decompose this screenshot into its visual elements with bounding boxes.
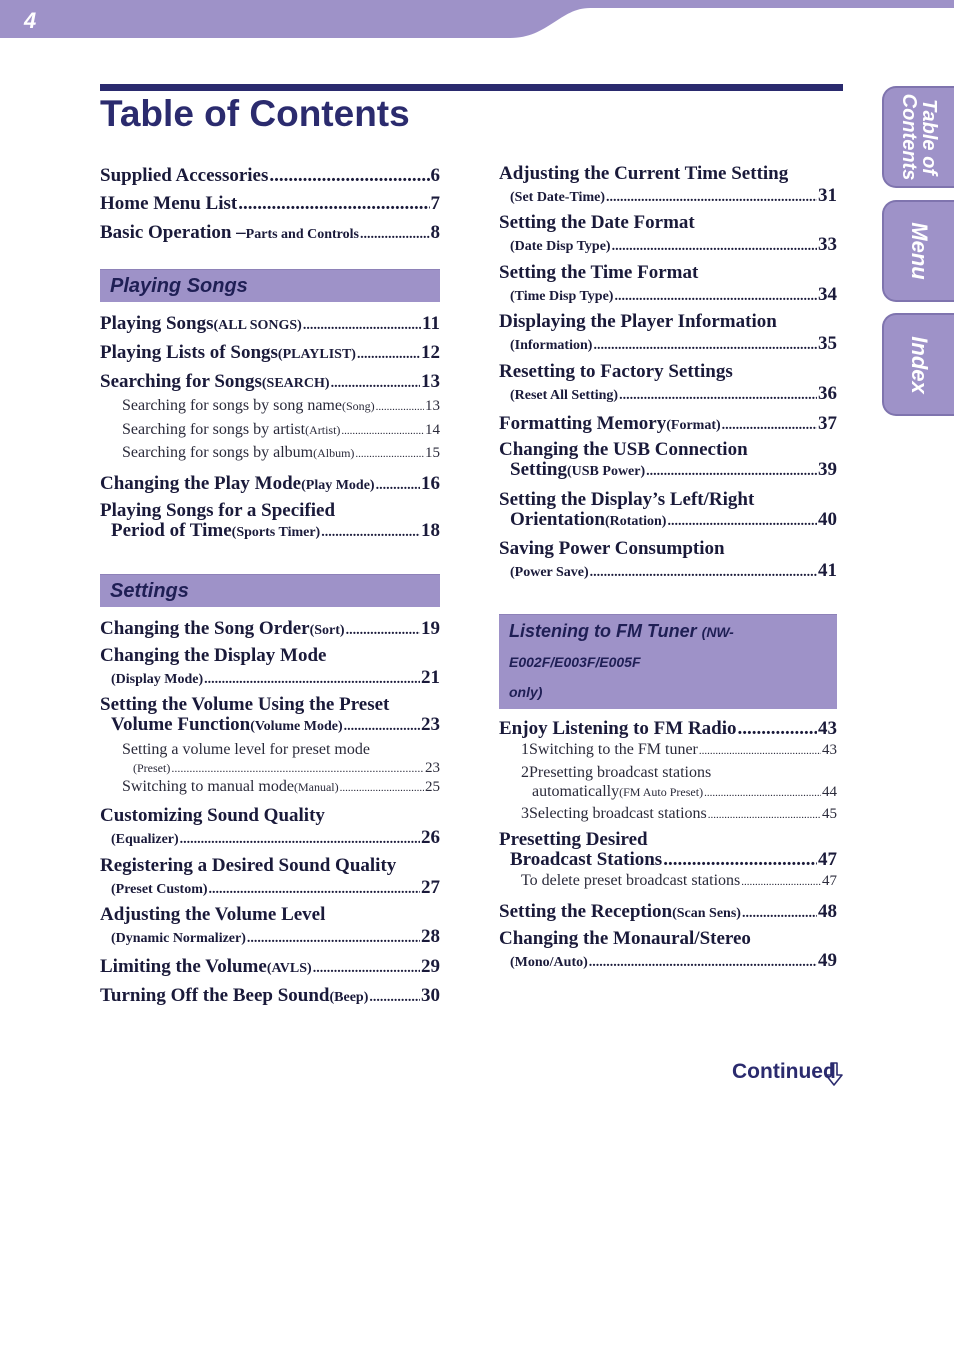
page-number: 4 <box>24 8 37 33</box>
toc-entry[interactable]: Registering a Desired Sound Quality (Preset Custom) ..... 27 <box>100 856 440 905</box>
toc-entry[interactable]: Limiting the Volume (AVLS) ..... 29 <box>100 955 440 984</box>
toc-entry[interactable]: Changing the Monaural/Stereo (Mono/Auto) ..... 49 <box>499 929 837 978</box>
toc-entry[interactable]: Setting the Reception (Scan Sens) ..... 48 <box>499 900 837 929</box>
toc-entry[interactable]: Turning Off the Beep Sound (Beep) ..... 30 <box>100 984 440 1013</box>
toc-subentry[interactable]: 2 Presetting broadcast stations automatically (FM Auto Preset) ..... 44 <box>499 763 837 803</box>
toc-entry[interactable]: Adjusting the Current Time Setting (Set Date-Time) ..... 31 <box>499 164 837 213</box>
tab-menu[interactable] <box>882 200 954 302</box>
toc-entry[interactable]: Presetting Desired Broadcast Stations ..... 47 <box>499 830 837 870</box>
toc-subentry[interactable]: Searching for songs by song name (Song) ..... 13 <box>100 395 440 419</box>
toc-left-column <box>100 164 440 1013</box>
toc-subentry[interactable]: 1 Switching to the FM tuner ..... 43 <box>499 739 837 763</box>
toc-entry[interactable]: Basic Operation – Parts and Controls ..... 8 <box>100 221 440 269</box>
title-rule <box>100 84 843 91</box>
section-heading-playing-songs: Playing Songs <box>100 269 440 302</box>
toc-entry[interactable]: Changing the Play Mode (Play Mode) ..... 16 <box>100 472 440 501</box>
toc-entry[interactable]: Saving Power Consumption (Power Save) ..... 41 <box>499 539 837 614</box>
toc-subentry[interactable]: Switching to manual mode (Manual) ..... 25 <box>100 776 440 800</box>
top-banner <box>0 0 954 40</box>
toc-entry[interactable]: Setting the Display’s Left/Right Orientation (Rotation) ..... 40 <box>499 490 837 539</box>
toc-entry[interactable]: Adjusting the Volume Level (Dynamic Normalizer) ..... 28 <box>100 905 440 955</box>
toc-entry[interactable]: Customizing Sound Quality (Equalizer) ..... 26 <box>100 806 440 856</box>
section-heading-settings: Settings <box>100 574 440 607</box>
toc-entry[interactable]: Displaying the Player Information (Information) ..... 35 <box>499 312 837 362</box>
toc-entry[interactable]: Changing the Display Mode (Display Mode) ..... 21 <box>100 646 440 695</box>
toc-entry[interactable]: Enjoy Listening to FM Radio ..... 43 <box>499 717 837 739</box>
toc-entry[interactable]: Resetting to Factory Settings (Reset All Setting) ..... 36 <box>499 362 837 412</box>
toc-entry[interactable]: Searching for Songs (SEARCH) ..... 13 <box>100 370 440 395</box>
section-heading-fm-tuner: Listening to FM Tuner (NW-E002F/E003F/E005F only) <box>499 614 837 709</box>
toc-entry[interactable]: Setting the Volume Using the Preset Volume Function (Volume Mode) ..... 23 <box>100 695 440 737</box>
toc-subentry[interactable]: To delete preset broadcast stations ..... 47 <box>499 870 837 894</box>
down-arrow-icon <box>825 1062 843 1086</box>
toc-entry[interactable]: Changing the USB Connection Setting (USB Power) ..... 39 <box>499 440 837 490</box>
toc-right-column <box>499 164 837 978</box>
toc-entry[interactable]: Setting the Date Format (Date Disp Type) ..... 33 <box>499 213 837 263</box>
tab-label: Index <box>907 335 932 394</box>
toc-entry[interactable]: Playing Songs (ALL SONGS) ..... 11 <box>100 312 440 341</box>
toc-subentry[interactable]: Searching for songs by album (Album) ..... 15 <box>100 442 440 466</box>
toc-entry[interactable]: Playing Songs for a Specified Period of Time (Sports Timer) ..... 18 <box>100 501 440 543</box>
continued-link[interactable]: Continued <box>732 1060 836 1083</box>
toc-entry[interactable]: Setting the Time Format (Time Disp Type) ..... 34 <box>499 263 837 312</box>
tab-label: Table of Contents <box>898 93 940 181</box>
toc-entry[interactable]: Home Menu List ..... 7 <box>100 192 440 221</box>
toc-subentry[interactable]: Setting a volume level for preset mode (Preset) ..... 23 <box>100 737 440 777</box>
toc-entry[interactable]: Changing the Song Order (Sort) ..... 19 <box>100 617 440 646</box>
toc-entry[interactable]: Playing Lists of Songs (PLAYLIST) ..... 12 <box>100 341 440 370</box>
tab-table-of-contents[interactable] <box>882 86 954 188</box>
tab-label: Menu <box>907 222 932 280</box>
toc-subentry[interactable]: 3 Selecting broadcast stations ..... 45 <box>499 803 837 827</box>
page-title: Table of Contents <box>100 93 410 134</box>
tab-index[interactable] <box>882 313 954 416</box>
toc-entry[interactable]: Formatting Memory (Format) ..... 37 <box>499 412 837 440</box>
toc-subentry[interactable]: Searching for songs by artist (Artist) ..... 14 <box>100 419 440 443</box>
toc-entry[interactable]: Supplied Accessories ..... 6 <box>100 164 440 192</box>
